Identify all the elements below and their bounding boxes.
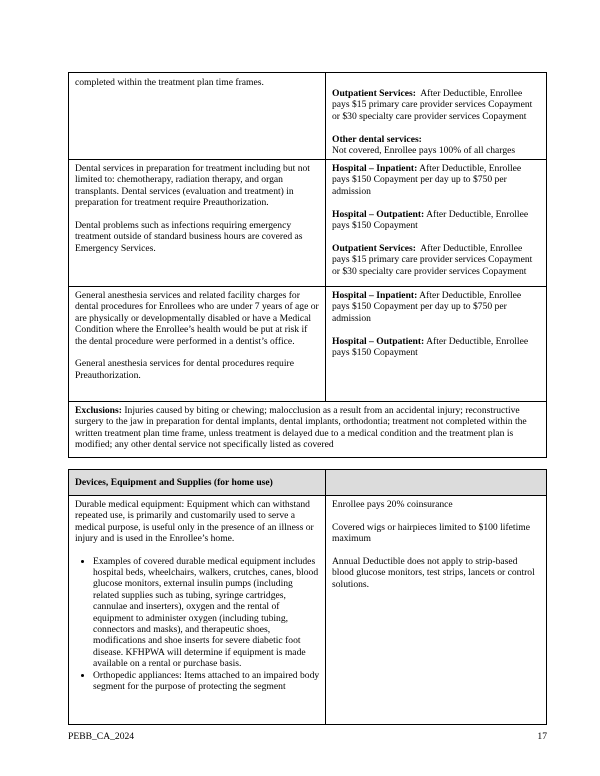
devices-description-cell bbox=[69, 495, 326, 724]
outpatient-services-cost: Outpatient Services: After Deductible, Enrollee pays $15 primary care provider services Copayment or $30 specialty care provider services Copayment bbox=[332, 242, 533, 277]
devices-equipment-table bbox=[68, 469, 547, 725]
page-number: 17 bbox=[537, 731, 547, 742]
other-dental-services-cost: Other dental services: Not covered, Enrollee pays 100% of all charges bbox=[332, 133, 516, 157]
exclusions-cell bbox=[69, 401, 546, 457]
header-cell-left bbox=[69, 470, 326, 495]
hospital-inpatient-cost: Hospital – Inpatient: After Deductible, Enrollee pays $150 Copayment per day up to $750 per admission bbox=[332, 290, 522, 324]
wig-limit-text: Covered wigs or hairpieces limited to $100 lifetime maximum bbox=[332, 521, 530, 545]
exclusions-row bbox=[69, 401, 546, 457]
list-item: • Examples of covered durable medical equipment includes hospital beds, wheelchairs, walkers, crutches, canes, blood glucose monitors, external insulin pumps (including related supplies such as tubing, syringe cartridges, cannulae and inserters), oxygen and the rental of equipment to administer oxygen (including tubing, connectors and masks), and therapeutic shoes, modifications and shoe inserts for severe diabetic foot disease. KFHPWA will determine if equipment is made available on a rental or purchase basis. bbox=[93, 556, 320, 670]
list-item: • Orthopedic appliances: Items attached to an impaired body segment for the purpose of protecting the segment bbox=[93, 670, 320, 693]
hospital-outpatient-cost: Hospital – Outpatient: After Deductible, Enrollee pays $150 Copayment bbox=[332, 335, 529, 359]
dme-bullet-list bbox=[75, 556, 320, 693]
row1-description: completed within the treatment plan time frames. bbox=[75, 77, 264, 88]
row1-description-cell bbox=[69, 73, 326, 159]
dme-definition: Durable medical equipment: Equipment which can withstand repeated use, is primarily and customarily used to serve a medical purpose, is useful only in the presence of an illness or injury and is used in the Enrollee’s home. bbox=[75, 499, 314, 545]
hospital-outpatient-cost: Hospital – Outpatient: After Deductible, Enrollee pays $150 Copayment bbox=[332, 208, 529, 232]
exclusions-text: Exclusions: Injuries caused by biting or chewing; malocclusion as a result from an accidental injury; reconstructive surgery to the jaw in preparation for dental implants, dental implants, orthodontia; treatment not completed within the written treatment plan time frame, unless treatment is delayed due to a medical condition and the treatment plan is modified; any other dental service not specifically listed as covered bbox=[75, 405, 527, 451]
footer-doc-id: PEBB_CA_2024 bbox=[68, 731, 135, 742]
row1-cost-cell bbox=[326, 73, 546, 159]
row3-cost-cell bbox=[326, 286, 546, 401]
row2-description-p2: Dental problems such as infections requiring emergency treatment outside of standard business hours are covered as Emergency Services. bbox=[75, 220, 303, 254]
devices-cost-cell bbox=[326, 495, 546, 724]
table-row bbox=[69, 159, 546, 287]
table-row bbox=[69, 286, 546, 402]
row2-description-cell bbox=[69, 159, 326, 286]
header-cell-right bbox=[326, 470, 546, 495]
section-heading: Devices, Equipment and Supplies (for home use) bbox=[75, 477, 273, 488]
table-row bbox=[69, 495, 546, 724]
table-row bbox=[69, 73, 546, 160]
row3-description-cell bbox=[69, 286, 326, 401]
coinsurance-text: Enrollee pays 20% coinsurance bbox=[332, 499, 453, 510]
row2-cost-cell bbox=[326, 159, 546, 286]
row2-description-p1: Dental services in preparation for treatment including but not limited to: chemotherapy, radiation therapy, and organ transplants. Dental services (evaluation and treatment) in preparation for treatment require Preauthorization. bbox=[75, 163, 310, 209]
dental-benefits-table bbox=[68, 72, 547, 458]
hospital-inpatient-cost: Hospital – Inpatient: After Deductible, Enrollee pays $150 Copayment per day up to $750 per admission bbox=[332, 163, 522, 197]
deductible-note: Annual Deductible does not apply to strip-based blood glucose monitors, test strips, lancets or control solutions. bbox=[332, 556, 535, 590]
table-header-row bbox=[69, 470, 546, 496]
outpatient-services-cost: Outpatient Services: After Deductible, Enrollee pays $15 primary care provider services Copayment or $30 specialty care provider services Copayment bbox=[332, 88, 533, 122]
row3-description-p2: General anesthesia services for dental procedures require Preauthorization. bbox=[75, 358, 294, 381]
row3-description-p1: General anesthesia services and related facility charges for dental procedures for Enrollees who are under 7 years of age or are physically or developmentally disabled or have a Medical Condition where the Enrollee’s health would be put at risk if the dental procedure were performed in a dentist’s office. bbox=[75, 290, 319, 347]
